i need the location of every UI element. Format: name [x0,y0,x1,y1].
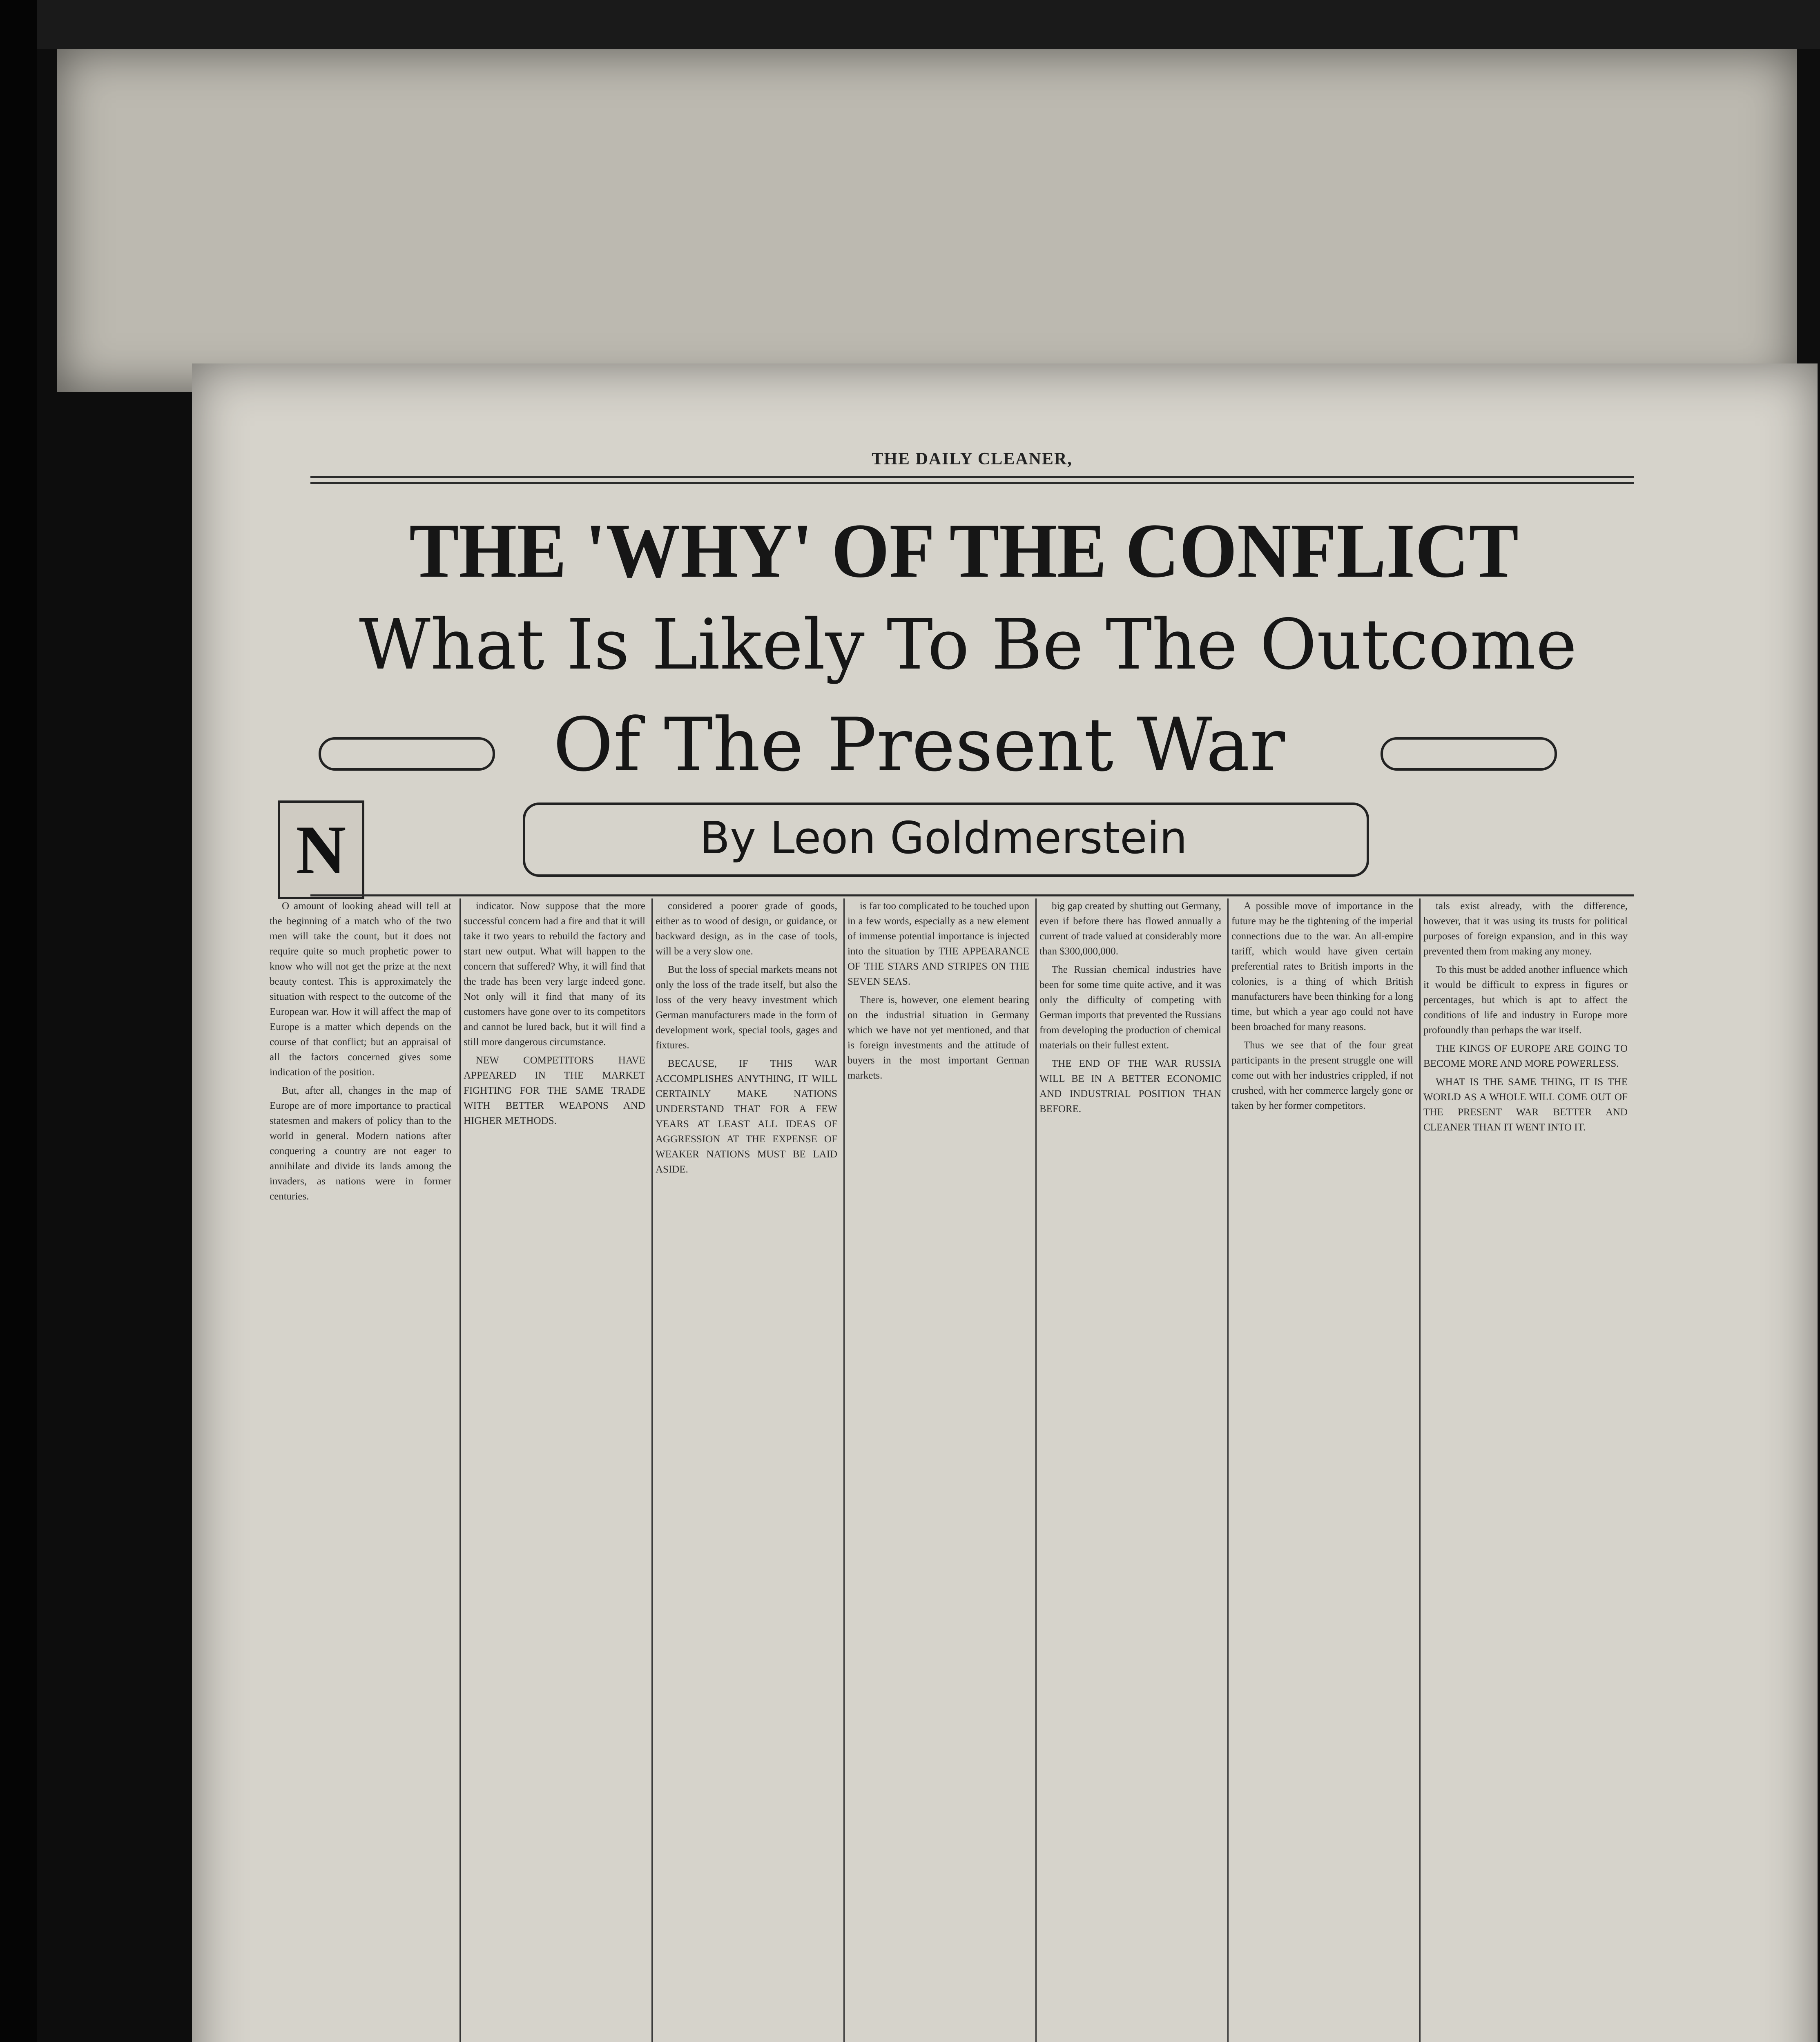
paragraph: indicator. Now suppose that the more successful concern had a fire and that it will take it two years to rebuild the factory and start new output. What will happen to the concern that suffered? Why, it will find that the trade has been very large indeed gone. Not only will it find that many of its customers have gone over to its competitors and cannot be lured back, but it will find a still more dangerous circumstance. [464,901,645,1048]
paragraph: A possible move of importance in the future may be the tightening of the imperial connections due to the war. An all-empire tariff, which would have given certain preferential rates to British imports in the colonies, is a thing of which British manufacturers have been thinking for a long time, but which a year ago could not have been broached for many reasons. [1231,901,1413,1032]
headline-main: THE 'WHY' OF THE CONFLICT [409,508,1519,594]
byline-scroll-left [319,737,495,771]
paragraph: considered a poorer grade of goods, either as to wood of design, or guidance, or backward design, as in the case of tools, will be a very slow one. [656,901,837,957]
film-strip-top [0,0,1820,49]
byline-scroll-right [1381,737,1557,771]
paragraph: tals exist already, with the difference, however, that it was using its trusts for political purposes of foreign expansion, and in this way prevented them from making any money. [1423,901,1628,957]
article-column-6 [1231,898,1413,2042]
column-top-rule [310,894,1634,896]
article-column-7 [1423,898,1628,2042]
article-column-3 [656,898,837,2042]
paragraph: O amount of looking ahead will tell at the beginning of a match who of the two men will take the count, but it does not require quite so much prophetic power to know who will not get the prize at the next beauty contest. This is approximately the situation with respect to the outcome of the European war. How it will affect the map of Europe is a matter which depends on the course of that conflict; but an appraisal of all the factors concerned gives some indication of the position. [270,901,451,1078]
paragraph: But the loss of special markets means not only the loss of the trade itself, but also the loss of the very heavy investment which German manufacturers made in the form of development work, special tools, gages and fixtures. [656,964,837,1051]
paragraph: BECAUSE, IF THIS WAR ACCOMPLISHES ANYTHING, IT WILL CERTAINLY MAKE NATIONS UNDERSTAND THAT FOR A FEW YEARS AT LEAST ALL IDEAS OF AGGRESSION AT THE EXPENSE OF WEAKER NATIONS MUST BE LAID ASIDE. [656,1058,837,1175]
paragraph: Thus we see that of the four great participants in the present struggle one will come out with her industries crippled, if not crushed, with her commerce largely gone or taken by her former competitors. [1231,1040,1413,1111]
paragraph: The Russian chemical industries have been for some time quite active, and it was only the difficulty of competing with German imports that prevented the Russians from developing the production of chemical materials on their fullest extent. [1039,964,1221,1051]
masthead: THE DAILY CLEANER, [872,450,1073,468]
masthead-rule-top [310,476,1634,478]
paragraph: is far too complicated to be touched upon in a few words, especially as a new element of immense potential importance is injected into the situation by THE APPEARANCE OF THE STARS AND STRIPES ON THE SEVEN SEAS. [848,901,1029,987]
headline-sub-1: What Is Likely To Be The Outcome [359,604,1577,685]
paragraph: NEW COMPETITORS HAVE APPEARED IN THE MARKET FIGHTING FOR THE SAME TRADE WITH BETTER WEAPONS AND HIGHER METHODS. [464,1055,645,1126]
paragraph: big gap created by shutting out Germany, even if before there has flowed annually a current of trade valued at considerably more than $300,000,000. [1039,901,1221,957]
headline-sub-2: Of The Present War [553,702,1285,788]
paragraph: WHAT IS THE SAME THING, IT IS THE WORLD AS A WHOLE WILL COME OUT OF THE PRESENT WAR BETTER AND CLEANER THAN IT WENT INTO IT. [1423,1077,1628,1133]
article-columns [270,898,1634,2042]
underlying-page [57,49,1797,392]
paragraph: There is, however, one element bearing on the industrial situation in Germany which we have not yet mentioned, and that is foreign investments and the attitude of buyers in the most important German markets. [848,994,1029,1081]
masthead-rule-bottom [310,482,1634,484]
article-column-1 [270,898,451,2042]
paragraph: THE END OF THE WAR RUSSIA WILL BE IN A BETTER ECONOMIC AND INDUSTRIAL POSITION THAN BEFORE. [1039,1058,1221,1115]
article-column-2 [464,898,645,2042]
paragraph: THE KINGS OF EUROPE ARE GOING TO BECOME MORE AND MORE POWERLESS. [1423,1043,1628,1069]
paragraph: But, after all, changes in the map of Europe are of more importance to practical statesmen and makers of policy than to the world in general. Modern nations after conquering a country are not eager to annihilate and divide its lands among the invaders, as nations were in former centuries. [270,1085,451,1202]
article-column-5 [1039,898,1221,2042]
article-column-4 [848,898,1029,2042]
drop-cap: N [278,800,364,899]
paragraph: To this must be added another influence which it would be difficult to express in figures or percentages, but which is apt to affect the conditions of life and industry in Europe more profoundly than perhaps the war itself. [1423,964,1628,1036]
byline: By Leon Goldmerstein [700,813,1187,864]
film-strip-left [0,0,37,2042]
